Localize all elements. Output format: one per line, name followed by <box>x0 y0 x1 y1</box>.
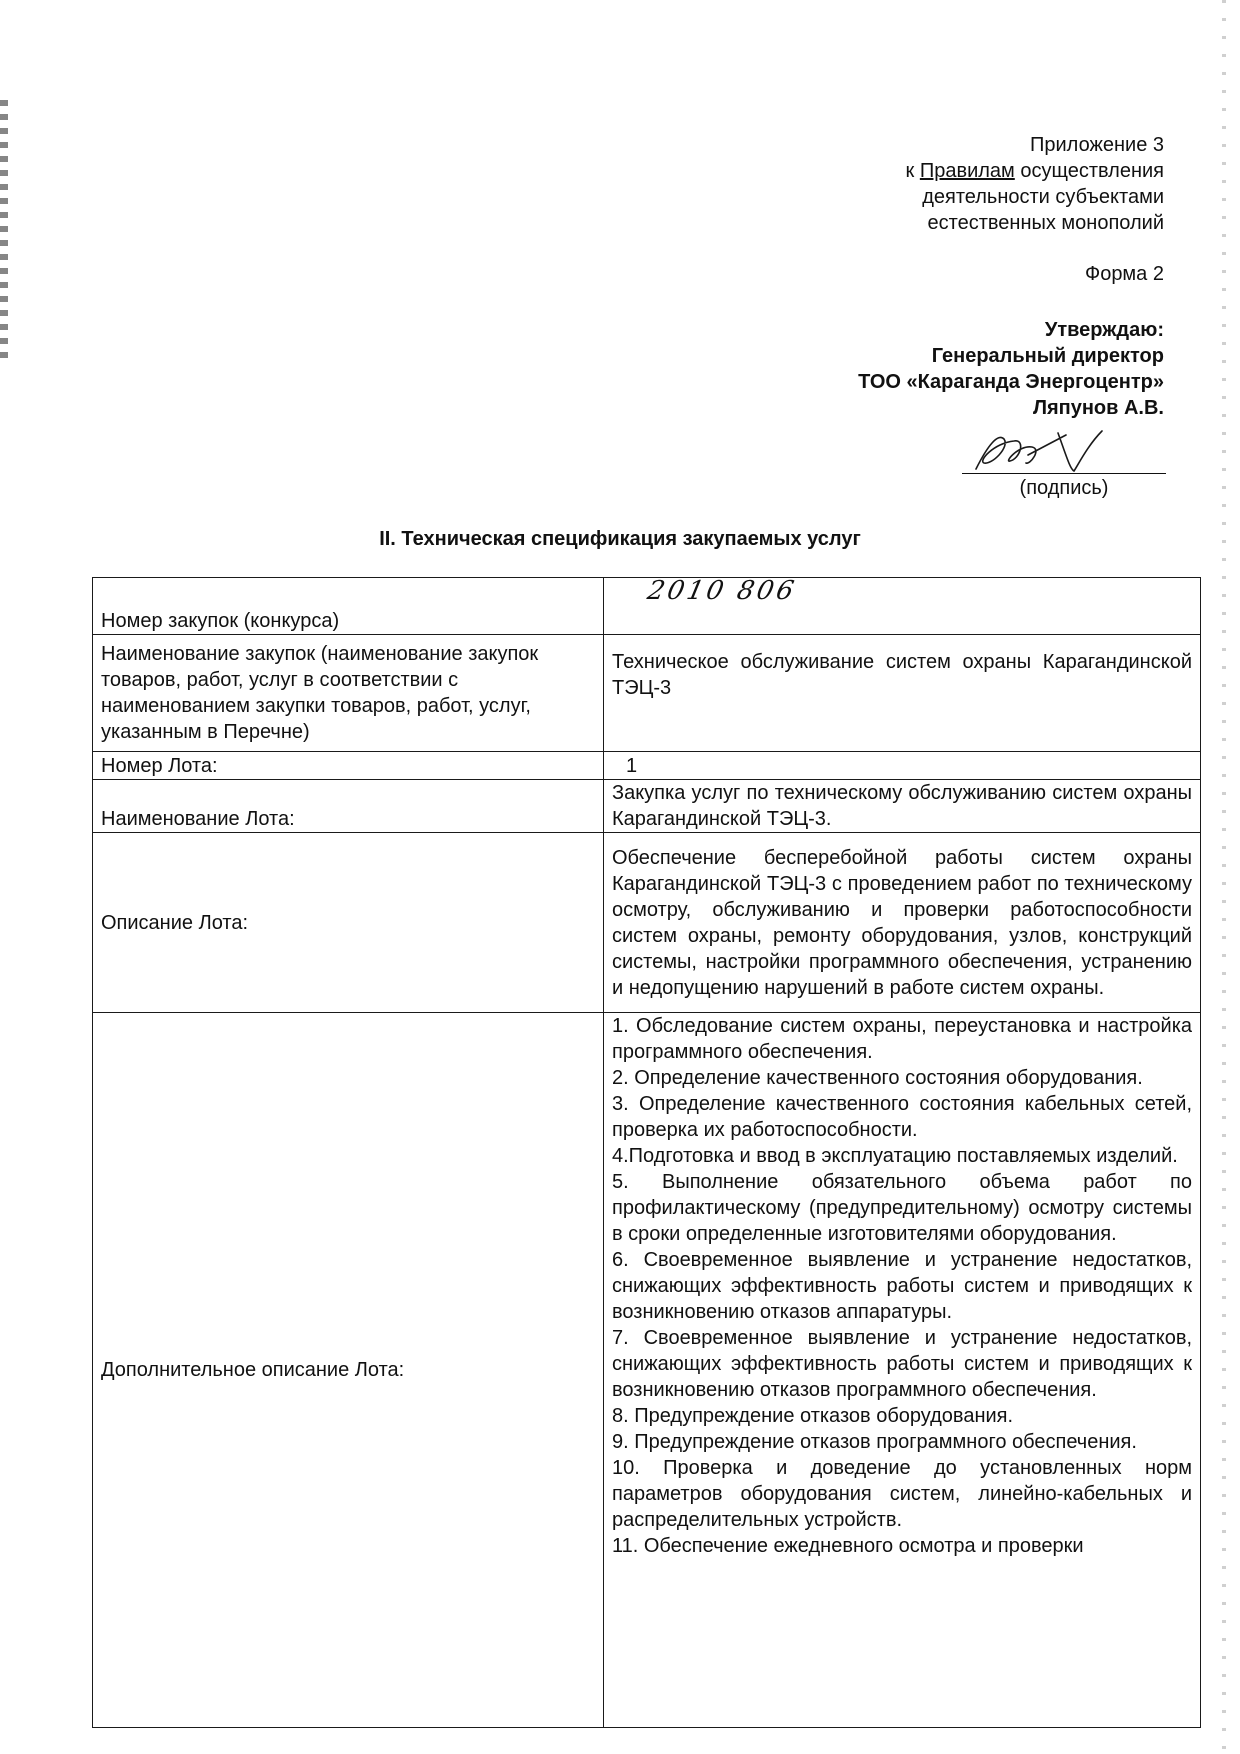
list-item: 5. Выполнение обязательного объема работ по профилактическому (предупредительному) осмотру системы в сроки определенные изготовителями оборудования. <box>612 1171 1192 1245</box>
lot-number-label: Номер Лота: <box>93 752 604 780</box>
lot-description-value: Обеспечение бесперебойной работы систем охраны Карагандинской ТЭЦ-3 с проведением работ по техническому осмотру, обслуживанию и проверки работоспособности систем охраны, ремонту оборудования, узлов, конструкций системы, настройки программного обеспечения, устранению и недопущению нарушений в работе систем охраны. <box>604 833 1201 1013</box>
form-number: Форма 2 <box>1084 263 1164 285</box>
signature-line <box>962 473 1166 474</box>
list-item: 7. Своевременное выявление и устранение недостатков, снижающих эффективность работы систем и приводящих к возникновению отказов программного обеспечения. <box>612 1327 1192 1401</box>
rules-reference: к Правилам осуществления <box>905 160 1164 182</box>
list-item: 6. Своевременное выявление и устранение недостатков, снижающих эффективность работы систем и приводящих к возникновению отказов аппаратуры. <box>612 1249 1192 1323</box>
table-row <box>93 578 1201 635</box>
additional-description-value <box>604 1013 1201 1728</box>
specification-table <box>92 577 1201 1728</box>
handwritten-signature <box>970 425 1110 477</box>
list-item: 11. Обеспечение ежедневного осмотра и проверки <box>612 1535 1084 1557</box>
table-row <box>93 780 1201 833</box>
scan-edge-artifact-right <box>1222 0 1226 1754</box>
lot-number-value: 1 <box>604 752 1201 780</box>
approver-company: ТОО «Караганда Энергоцентр» <box>858 371 1164 393</box>
approve-label: Утверждаю: <box>1044 319 1164 341</box>
procurement-name-label: Наименование закупок (наименование закупок товаров, работ, услуг в соответствии с наименованием закупки товаров, работ, услуг, указанным в Перечне) <box>93 635 604 752</box>
table-row <box>93 833 1201 1013</box>
procurement-number-label: Номер закупок (конкурса) <box>93 578 604 635</box>
list-item: 2. Определение качественного состояния оборудования. <box>612 1067 1143 1089</box>
list-item: 1. Обследование систем охраны, переустановка и настройка программного обеспечения. <box>612 1015 1192 1063</box>
list-item: 9. Предупреждение отказов программного обеспечения. <box>612 1431 1137 1453</box>
lot-name-value: Закупка услуг по техническому обслуживанию систем охраны Карагандинской ТЭЦ-3. <box>604 780 1201 833</box>
signature-caption: (подпись) <box>1019 477 1109 499</box>
appendix-line-4: естественных монополий <box>927 212 1164 234</box>
scan-edge-artifact <box>0 100 8 360</box>
list-item: 8. Предупреждение отказов оборудования. <box>612 1405 1014 1427</box>
table-row <box>93 752 1201 780</box>
additional-description-label: Дополнительное описание Лота: <box>93 1013 604 1728</box>
appendix-line-3: деятельности субъектами <box>922 186 1164 208</box>
list-item: 3. Определение качественного состояния кабельных сетей, проверка их работоспособности. <box>612 1093 1192 1141</box>
table-row <box>93 635 1201 752</box>
approver-name: Ляпунов А.В. <box>1032 397 1164 419</box>
list-item: 4.Подготовка и ввод в эксплуатацию поставляемых изделий. <box>612 1145 1178 1167</box>
procurement-number-value <box>604 578 1201 635</box>
list-item: 10. Проверка и доведение до установленных норм параметров оборудования систем, линейно-кабельных и распределительных устройств. <box>612 1457 1192 1531</box>
table-row <box>93 1013 1201 1728</box>
rules-link[interactable]: Правилам <box>919 160 1015 182</box>
section-title: II. Техническая спецификация закупаемых услуг <box>379 528 861 550</box>
appendix-title: Приложение 3 <box>1030 134 1164 156</box>
lot-description-label: Описание Лота: <box>93 833 604 1013</box>
approval-block <box>704 317 1164 421</box>
handwritten-number: 2010 806 <box>644 576 800 606</box>
lot-name-label: Наименование Лота: <box>93 780 604 833</box>
approver-position: Генеральный директор <box>931 345 1164 367</box>
appendix-header <box>704 132 1164 236</box>
procurement-name-value: Техническое обслуживание систем охраны Карагандинской ТЭЦ-3 <box>604 635 1201 752</box>
